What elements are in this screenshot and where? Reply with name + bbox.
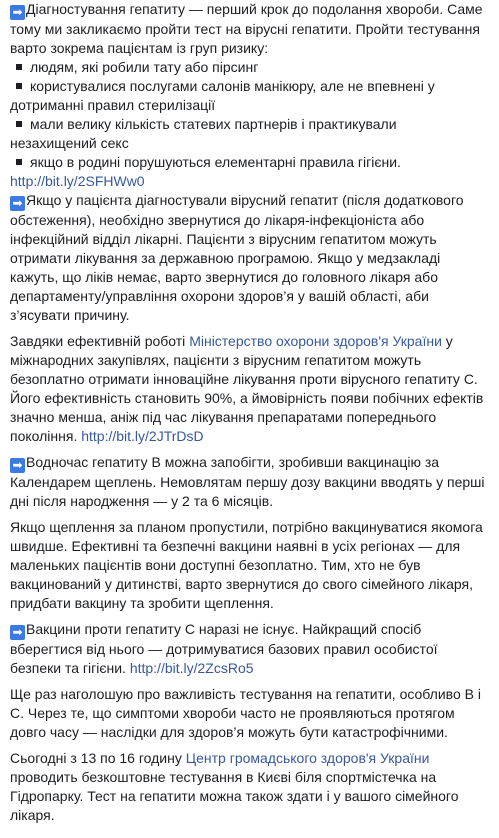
paragraph-text: Якщо щеплення за планом пропустили, потрібно вакцинуватися якомога швидше. Ефективні та безпечні вакцини наявні в усіх регіонах — для маленьких пацієнтів вони доступні безоплатно. Тим, хто не був вакцинований у дитинстві, варто звернутися до свого сімейного лікаря, придбати вакцину та зробити щеплення. <box>10 519 483 611</box>
risk-group-list <box>10 58 489 191</box>
right-arrow-icon: ➡ <box>10 458 25 473</box>
list-item: якщо в родині порушуються елементарні правила гігієни. <box>10 153 489 172</box>
paragraph-text: Діагностування гепатиту — перший крок до подолання хвороби. Саме тому ми закликаємо пройти тест на вірусні гепатити. Пройти тестування варто зокрема пацієнтам із груп ризику: <box>10 1 483 56</box>
paragraph-hepatitis-c <box>10 620 489 678</box>
paragraph-testing <box>10 0 489 58</box>
paragraph-hepatitis-b-vaccine <box>10 453 489 511</box>
list-item: користувалися послугами салонів манікюру, але не впевнені у дотриманні правил стерилізації <box>10 78 435 113</box>
bitly-link-1[interactable]: http://bit.ly/2SFHWw0 <box>10 173 145 189</box>
paragraph-testing-today: Сьогодні з 13 по 16 годину Центр громадського здоров'я України проводить безкоштовне тестування в Києві біля спортмістечка на Гідропарку. Тест на гепатити можна також здати і у вашого сімейного лікаря. <box>10 750 459 823</box>
ministry-of-health-link[interactable]: Міністерство охорони здоров'я України <box>189 333 442 349</box>
list-item: людям, які робили тату або пірсинг <box>10 58 489 77</box>
link-row <box>10 172 489 191</box>
paragraph-missed-vaccination <box>10 518 489 613</box>
public-health-center-link[interactable]: Центр громадського здоров'я України <box>185 750 430 766</box>
right-arrow-icon: ➡ <box>10 625 25 640</box>
paragraph-ministry: Завдяки ефективній роботі Міністерство охорони здоров'я України у міжнародних закупівлях, пацієнти з вірусним гепатитом можуть безоплатно отримати інноваційне лікування проти вірусного гепатиту С. Його ефективність становить 90%, а ймовірність появи побічних ефектів значно менша, аніж під час лікування препаратами попереднього покоління. http://bit.ly/2JTrDsD <box>10 333 484 444</box>
bullet-icon <box>16 159 22 165</box>
right-arrow-icon: ➡ <box>10 196 25 211</box>
paragraph-text: Якщо у пацієнта діагностували вірусний гепатит (після додаткового обстеження), необхідно звернутися до лікаря-інфекціоніста або інфекційний відділ лікарні. Пацієнти з вірусним гепатитом можуть отримати лікування за державною програмою. Якщо у медзакладі кажуть, що ліків немає, варто звернутися до головного лікаря або департаменту/управління охорони здоров’я у вашій області, аби з’ясувати причину. <box>10 192 464 323</box>
list-item: мали велику кількість статевих партнерів і практикували незахищений секс <box>10 116 397 151</box>
right-arrow-icon: ➡ <box>10 5 25 20</box>
paragraph-text: Водночас гепатиту В можна запобігти, зробивши вакцинацію за Календарем щеплень. Немовлятам першу дозу вакцини вводять у перші дні після народження — у 2 та 6 місяців. <box>10 454 485 509</box>
paragraph-importance <box>10 685 489 742</box>
bullet-icon <box>16 83 22 89</box>
bitly-link-2[interactable]: http://bit.ly/2JTrDsD <box>81 428 204 444</box>
bullet-icon <box>16 121 22 127</box>
paragraph-diagnosis <box>10 191 489 325</box>
bitly-link-3[interactable]: http://bit.ly/2ZcsRo5 <box>129 660 254 676</box>
paragraph-text: Ще раз наголошую про важливість тестування на гепатити, особливо В і С. Через те, що симптоми хвороби часто не проявляються протягом довго часу — наслідки для здоров’я можуть бути катастрофічними. <box>10 686 481 740</box>
paragraph-text: Вакцини проти гепатиту С наразі не існує. Найкращий спосіб вберегтися від нього — дотримуватися базових правил особистої безпеки та гігієни. <box>10 621 438 676</box>
bullet-icon <box>16 64 22 70</box>
